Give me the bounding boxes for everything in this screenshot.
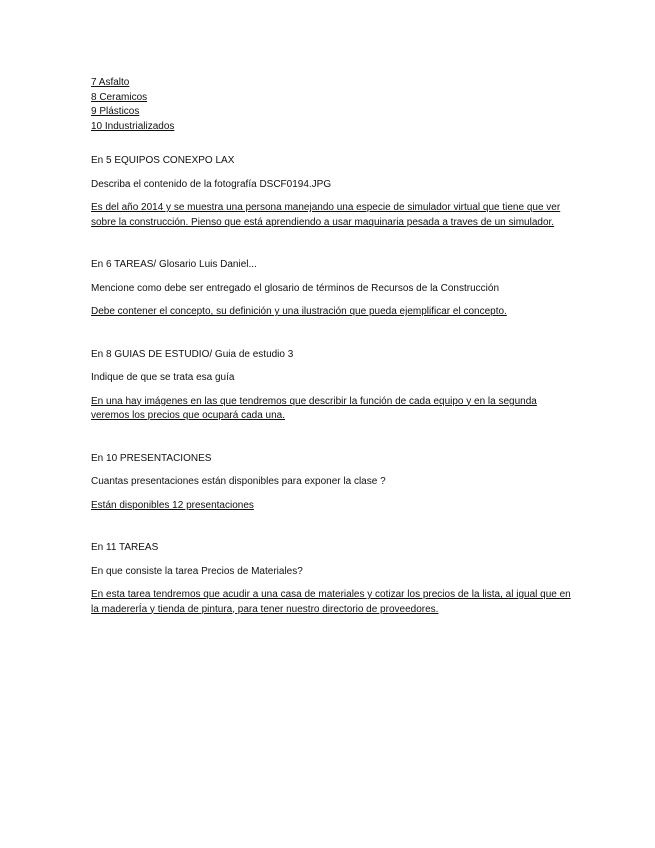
section-heading: En 11 TAREAS <box>91 542 159 553</box>
section-question: Mencione como debe ser entregado el glosario de términos de Recursos de la Construcción <box>91 282 500 294</box>
section-answer: Están disponibles 12 presentaciones <box>91 499 254 511</box>
list-item: 10 Industrializados <box>91 120 175 132</box>
section-answer: Es del año 2014 y se muestra una persona manejando una especie de simulador virtual que tiene que ver sobre la construcción. Pienso que está aprendiendo a usar maquinaria pesada a traves de un simulador. <box>91 202 561 228</box>
section-tareas <box>91 541 571 617</box>
section-guias <box>91 348 571 424</box>
section-heading: En 5 EQUIPOS CONEXPO LAX <box>91 155 235 166</box>
section-question: En que consiste la tarea Precios de Materiales? <box>91 565 303 577</box>
section-equipos <box>91 154 571 230</box>
list-item: 9 Plásticos <box>91 106 140 117</box>
section-question: Describa el contenido de la fotografía DSCF0194.JPG <box>91 178 332 190</box>
section-answer: Debe contener el concepto, su definición y una ilustración que pueda ejemplificar el concepto. <box>91 306 507 317</box>
section-glosario <box>91 258 571 320</box>
list-item: 7 Asfalto <box>91 77 130 88</box>
section-question: Cuantas presentaciones están disponibles para exponer la clase ? <box>91 476 386 487</box>
section-heading: En 10 PRESENTACIONES <box>91 452 212 464</box>
list-item: 8 Ceramicos <box>91 91 148 103</box>
document-page <box>91 76 571 617</box>
section-heading: En 8 GUIAS DE ESTUDIO/ Guia de estudio 3 <box>91 348 294 360</box>
section-question: Indique de que se trata esa guía <box>91 372 235 383</box>
section-answer: En esta tarea tendremos que acudir a una casa de materiales y cotizar los precios de la lista, al igual que en la madererÍa y tienda de pintura, para tener nuestro directorio de proveedores. <box>91 589 571 615</box>
materials-list <box>91 76 571 134</box>
section-heading: En 6 TAREAS/ Glosario Luis Daniel... <box>91 259 257 270</box>
section-answer: En una hay imágenes en las que tendremos que describir la función de cada equipo y en la segunda veremos los precios que ocupará cada una. <box>91 395 537 421</box>
section-presentaciones <box>91 452 571 514</box>
